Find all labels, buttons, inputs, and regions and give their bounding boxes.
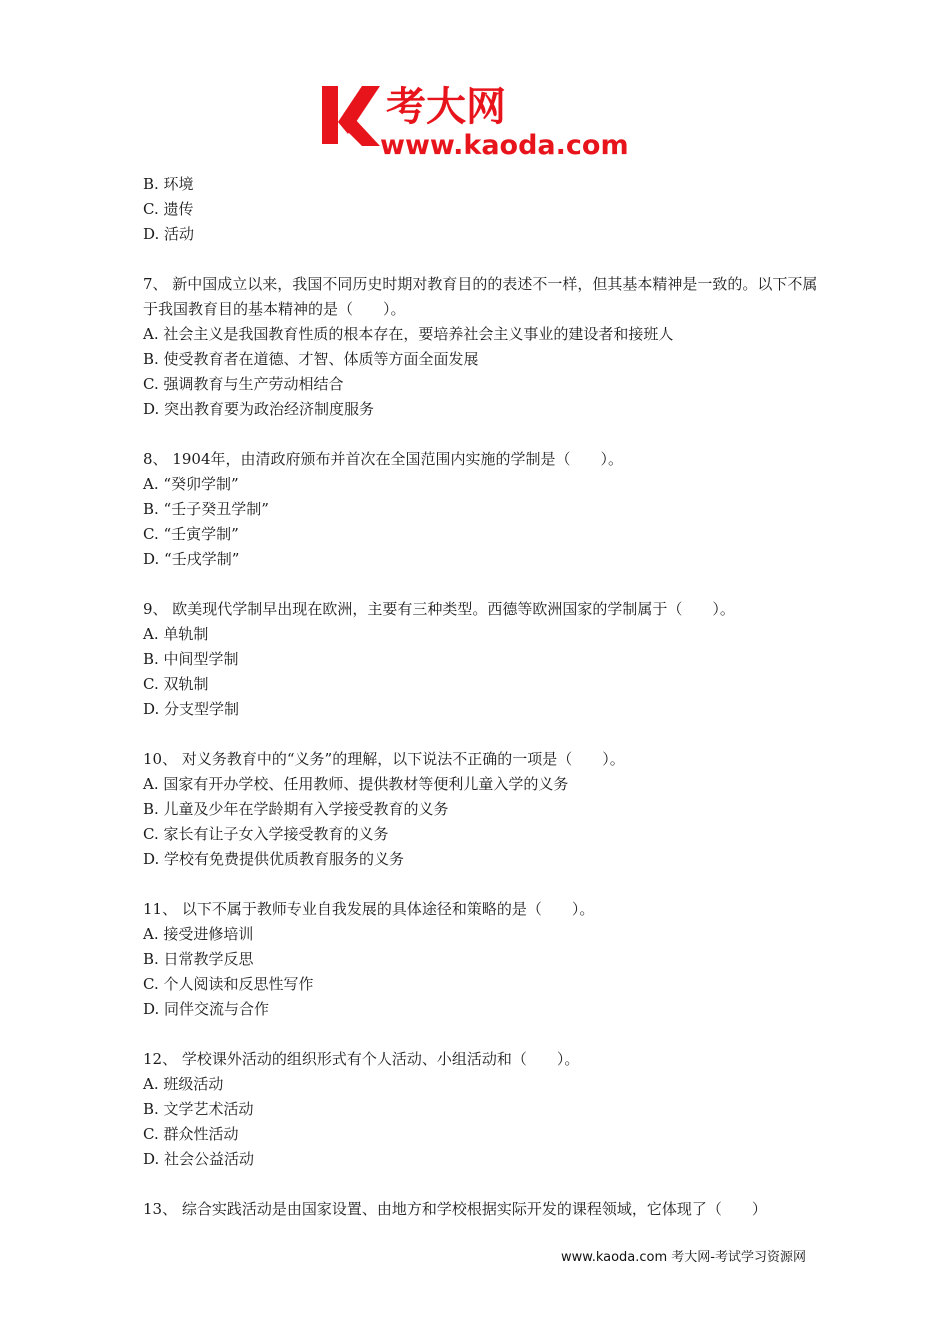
question-9 xyxy=(143,597,823,722)
option: B. 文学艺术活动 xyxy=(143,1100,254,1118)
option: B. 环境 xyxy=(143,175,194,193)
option: C. 双轨制 xyxy=(143,675,209,693)
option: A. 国家有开办学校、任用教师、提供教材等便利儿童入学的义务 xyxy=(143,775,569,793)
option: B. “壬子癸丑学制” xyxy=(143,500,269,518)
question-12 xyxy=(143,1047,823,1172)
option: B. 中间型学制 xyxy=(143,650,239,668)
question-8 xyxy=(143,447,823,572)
option: C. 家长有让子女入学接受教育的义务 xyxy=(143,825,389,843)
option: A. 接受进修培训 xyxy=(143,925,254,943)
option: C. 个人阅读和反思性写作 xyxy=(143,975,314,993)
question-stem: 12、 学校课外活动的组织形式有个人活动、小组活动和（ ）。 xyxy=(143,1050,580,1068)
logo-url-text: www.kaoda.com xyxy=(380,130,629,158)
option: D. 同伴交流与合作 xyxy=(143,1000,270,1018)
kaoda-logo xyxy=(318,78,638,158)
option: D. 分支型学制 xyxy=(143,700,240,718)
option: C. 强调教育与生产劳动相结合 xyxy=(143,375,344,393)
option: D. 活动 xyxy=(143,225,195,243)
option: B. 日常教学反思 xyxy=(143,950,254,968)
option: D. 学校有免费提供优质教育服务的义务 xyxy=(143,850,405,868)
option: B. 使受教育者在道德、才智、体质等方面全面发展 xyxy=(143,350,479,368)
option: D. “壬戌学制” xyxy=(143,550,240,568)
option: A. “癸卯学制” xyxy=(143,475,239,493)
page-footer: www.kaoda.com 考大网-考试学习资源网 xyxy=(561,1250,806,1265)
question-stem: 8、 1904年，由清政府颁布并首次在全国范围内实施的学制是（ ）。 xyxy=(143,450,623,468)
question-11 xyxy=(143,897,823,1022)
option: D. 社会公益活动 xyxy=(143,1150,255,1168)
option: C. “壬寅学制” xyxy=(143,525,239,543)
question-stem: 7、 新中国成立以来，我国不同历史时期对教育目的的表述不一样，但其基本精神是一致的。以下不属于我国教育目的基本精神的是（ ）。 xyxy=(143,275,818,318)
prev-question-options xyxy=(143,172,823,247)
exam-content xyxy=(143,172,823,1222)
logo-cn-text: 考大网 xyxy=(386,84,506,130)
option: A. 社会主义是我国教育性质的根本存在，要培养社会主义事业的建设者和接班人 xyxy=(143,325,674,343)
option: A. 单轨制 xyxy=(143,625,209,643)
question-13 xyxy=(143,1197,823,1222)
option: D. 突出教育要为政治经济制度服务 xyxy=(143,400,375,418)
option: A. 班级活动 xyxy=(143,1075,224,1093)
question-stem: 13、 综合实践活动是由国家设置、由地方和学校根据实际开发的课程领域，它体现了（ ） xyxy=(143,1200,767,1218)
question-stem: 11、 以下不属于教师专业自我发展的具体途径和策略的是（ ）。 xyxy=(143,900,595,918)
question-stem: 10、 对义务教育中的“义务”的理解，以下说法不正确的一项是（ ）。 xyxy=(143,750,625,768)
kaoda-logo-graphic xyxy=(318,78,638,158)
option: B. 儿童及少年在学龄期有入学接受教育的义务 xyxy=(143,800,449,818)
question-7 xyxy=(143,272,823,422)
option: C. 遗传 xyxy=(143,200,194,218)
question-10 xyxy=(143,747,823,872)
k-mark-icon xyxy=(322,86,380,146)
question-stem: 9、 欧美现代学制早出现在欧洲，主要有三种类型。西德等欧洲国家的学制属于（ ）。 xyxy=(143,600,735,618)
option: C. 群众性活动 xyxy=(143,1125,239,1143)
